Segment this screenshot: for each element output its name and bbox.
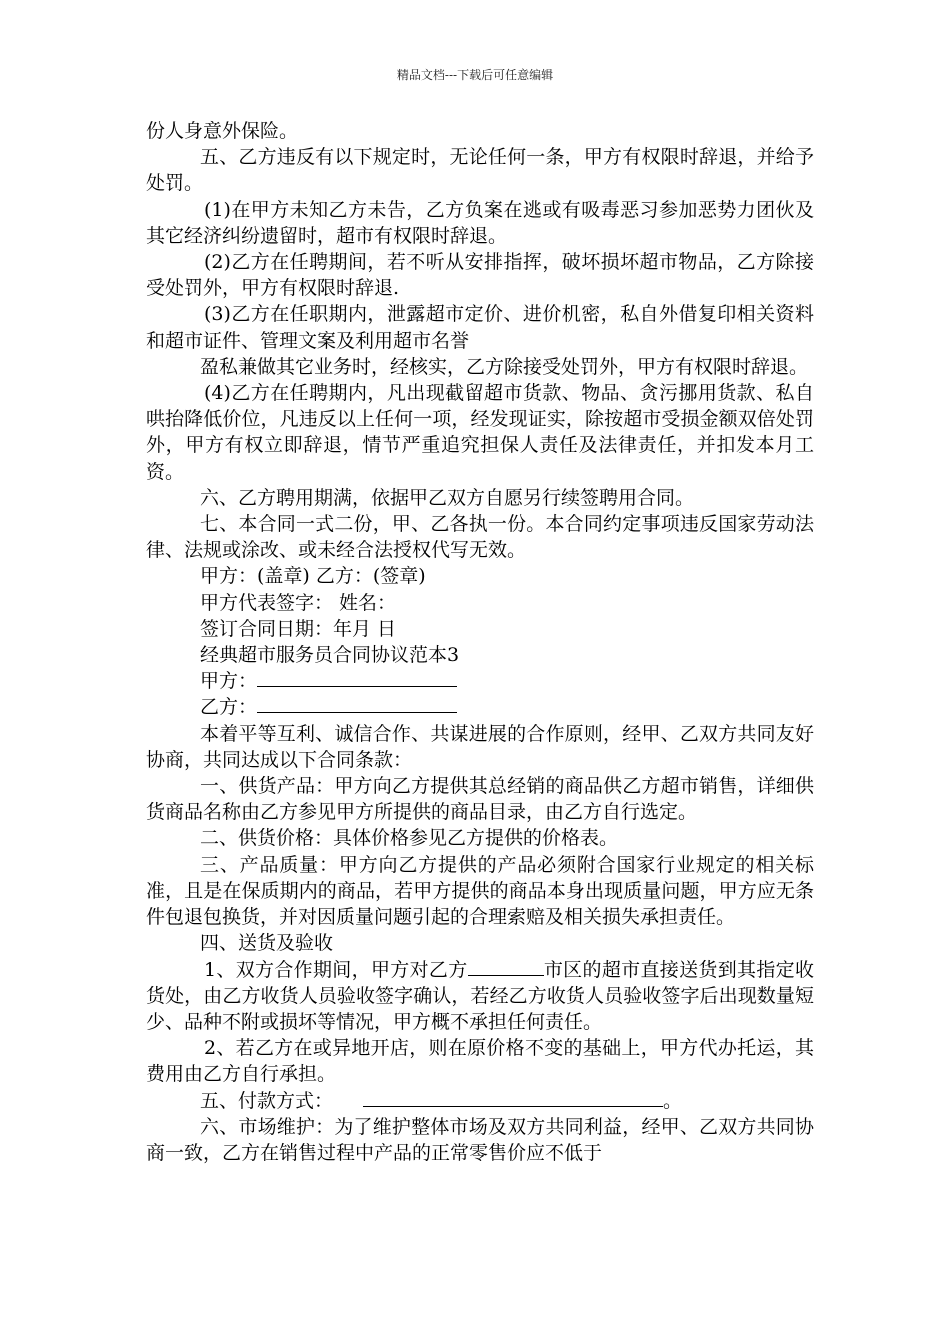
paragraph-part: 1、双方合作期间，甲方对乙方: [204, 958, 468, 981]
payment-line: [146, 1088, 814, 1114]
paragraph: (1)在甲方未知乙方未告，乙方负案在逃或有吸毒恶习参加恶势力团伙及其它经济纠纷遗留时，超市有权限时辞退。: [146, 198, 814, 247]
paragraph: 六、乙方聘用期满，依据甲乙双方自愿另行续签聘用合同。: [200, 486, 695, 509]
party-a-line: [146, 668, 814, 694]
paragraph: 一、供货产品：甲方向乙方提供其总经销的商品供乙方超市销售，详细供货商品名称由乙方参见甲方所提供的商品目录，由乙方自行选定。: [146, 775, 814, 824]
signature-line: 甲方：(盖章) 乙方：(签章): [200, 565, 426, 588]
paragraph: (3)乙方在任职期内，泄露超市定价、进价机密，私自外借复印相关资料和超市证件、管理文案及利用超市名誉: [146, 303, 814, 352]
document-subtitle: 经典超市服务员合同协议范本3: [200, 644, 460, 667]
paragraph: 本着平等互利、诚信合作、共谋进展的合作原则，经甲、乙双方共同友好协商，共同达成以下合同条款：: [146, 722, 814, 771]
paragraph: 三、产品质量：甲方向乙方提供的产品必须附合国家行业规定的相关标准，且是在保质期内的商品，若甲方提供的商品本身出现质量问题，甲方应无条件包退包换货，并对因质量问题引起的合理索赔及相关损失承担责任。: [146, 853, 814, 929]
paragraph: 五、乙方违反有以下规定时，无论任何一条，甲方有权限时辞退，并给予处罚。: [146, 146, 814, 195]
section-heading: 四、送货及验收: [200, 932, 334, 955]
paragraph: [146, 957, 814, 1036]
signature-line: 甲方代表签字： 姓名：: [200, 591, 397, 614]
blank-line: [468, 957, 544, 976]
party-b-label: 乙方：: [200, 696, 258, 719]
blank-line: [257, 668, 457, 687]
signature-line: 签订合同日期：年月 日: [200, 617, 397, 640]
paragraph: 二、供货价格：具体价格参见乙方提供的价格表。: [200, 827, 619, 850]
blank-line: [257, 694, 457, 713]
paragraph: (2)乙方在任聘期间，若不听从安排指挥，破坏损坏超市物品，乙方除接受处罚外，甲方有权限时辞退.: [146, 251, 814, 300]
blank-line: [363, 1088, 663, 1107]
paragraph: 盈私兼做其它业务时，经核实，乙方除接受处罚外，甲方有权限时辞退。: [200, 355, 809, 378]
paragraph: 2、若乙方在或异地开店，则在原价格不变的基础上，甲方代办托运，其费用由乙方自行承担。: [146, 1037, 814, 1086]
paragraph: 份人身意外保险。: [146, 120, 299, 142]
payment-label: 五、付款方式：: [200, 1089, 334, 1112]
party-b-line: [146, 694, 814, 720]
paragraph: (4)乙方在任聘期内，凡出现截留超市货款、物品、贪污挪用货款、私自哄抬降低价位，凡违反以上任何一项，经发现证实，除按超市受损金额双倍处罚外，甲方有权立即辞退，情节严重追究担保人责任及法律责任，并扣发本月工资。: [146, 382, 814, 483]
page-header: 精品文档---下载后可任意编辑: [396, 68, 554, 82]
paragraph: 六、市场维护：为了维护整体市场及双方共同利益，经甲、乙双方共同协商一致，乙方在销售过程中产品的正常零售价应不低于: [146, 1115, 814, 1164]
payment-end: 。: [663, 1089, 683, 1112]
document-body: [146, 118, 814, 1166]
paragraph: 七、本合同一式二份，甲、乙各执一份。本合同约定事项违反国家劳动法律、法规或涂改、或未经合法授权代写无效。: [146, 513, 814, 562]
paragraph-part: 市区的超市直接送货到其指定收货处，由乙方收货人员验收签字确认，若经乙方收货人员验收签字后出现数量短少、品种不附或损坏等情况，甲方概不承担任何责任。: [146, 958, 814, 1033]
party-a-label: 甲方：: [200, 670, 258, 693]
